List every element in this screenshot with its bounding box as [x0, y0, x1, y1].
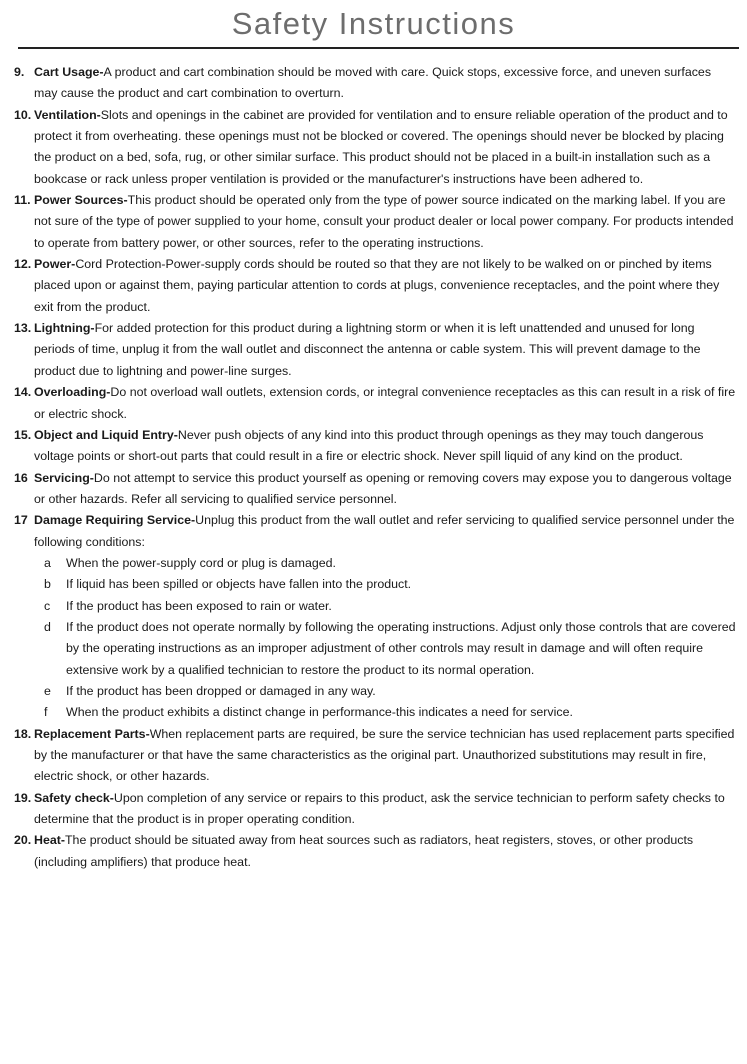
instruction-item — [14, 830, 736, 873]
instruction-term: Heat- — [34, 833, 65, 848]
condition-letter: e — [44, 683, 51, 698]
instruction-number: 18. — [14, 726, 32, 741]
instruction-number: 12. — [14, 257, 32, 272]
instruction-term: Lightning- — [34, 321, 95, 336]
instruction-item — [14, 510, 736, 723]
instruction-term: Replacement Parts- — [34, 726, 150, 741]
instruction-term: Damage Requiring Service- — [34, 513, 196, 528]
condition-text: If the product does not operate normally by following the operating instructions. Adjust only those controls that are covered by the operating instructions as an improper adjustment of other controls may result in damage and will often require extensive work by a qualified technician to restore the product to its normal operation. — [66, 619, 736, 677]
instruction-text: Upon completion of any service or repairs to this product, ask the service technician to perform safety checks to determine that the product is in proper operating condition. — [34, 790, 725, 827]
instruction-number: 20. — [14, 833, 32, 848]
condition-text: When the power-supply cord or plug is damaged. — [66, 555, 336, 570]
instruction-text: Unplug this product from the wall outlet and refer servicing to qualified service personnel under the following conditions: — [34, 513, 735, 549]
instruction-item — [14, 425, 736, 468]
instruction-text: Cord Protection-Power-supply cords should be routed so that they are not likely to be walked on or pinched by items placed upon or against them, paying particular attention to cords at plugs, convenience receptacles, and the point where they exit from the product. — [34, 257, 720, 314]
condition-letter: d — [44, 619, 51, 634]
instruction-term: Safety check- — [34, 790, 114, 805]
condition-letter: c — [44, 598, 51, 613]
instruction-term: Servicing- — [34, 470, 94, 485]
instruction-item — [14, 190, 736, 254]
condition-letter: b — [44, 577, 51, 592]
instruction-text: For added protection for this product during a lightning storm or when it is left unattended and unused for long periods of time, unplug it from the wall outlet and disconnect the antenna or cable system. This will prevent damage to the product due to lightning and power-line surges. — [34, 321, 701, 378]
instruction-term: Power Sources- — [34, 193, 128, 208]
instruction-item — [14, 724, 736, 788]
condition-text: If the product has been exposed to rain or water. — [66, 598, 332, 613]
instruction-number: 15. — [14, 427, 32, 442]
condition-text: When the product exhibits a distinct change in performance-this indicates a need for service. — [66, 705, 573, 720]
condition-letter: a — [44, 555, 51, 570]
instruction-number: 14. — [14, 385, 32, 400]
instruction-text: Slots and openings in the cabinet are provided for ventilation and to ensure reliable operation of the product and to protect it from overheating. these openings must not be blocked or covered. The openings should never be blocked by placing the product on a bed, sofa, rug, or other similar surface. This product should not be placed in a built-in installation such as a bookcase or rack unless proper ventilation is provided or the manufacturer's instructions have been adhered to. — [34, 107, 728, 186]
condition-item — [34, 681, 736, 702]
instruction-number: 17 — [14, 513, 28, 528]
condition-item — [34, 553, 736, 574]
instruction-term: Power- — [34, 257, 76, 272]
instruction-text: Do not overload wall outlets, extension cords, or integral convenience receptacles as this can result in a risk of fire or electric shock. — [34, 385, 736, 421]
instruction-number: 11. — [14, 193, 31, 208]
instruction-item — [14, 105, 736, 190]
instruction-item — [14, 62, 736, 105]
instruction-number: 10. — [14, 107, 32, 122]
instruction-item — [14, 318, 736, 382]
page-title: Safety Instructions — [231, 6, 516, 41]
condition-text: If the product has been dropped or damaged in any way. — [66, 683, 376, 698]
instruction-text: Never push objects of any kind into this product through openings as they may touch dangerous voltage points or short-out parts that could result in a fire or electric shock. Never spill liquid of any kind on the product. — [34, 427, 704, 464]
instruction-text: The product should be situated away from heat sources such as radiators, heat registers, stoves, or other products (including amplifiers) that produce heat. — [34, 833, 694, 869]
instruction-text: A product and cart combination should be moved with care. Quick stops, excessive force, and uneven surfaces may cause the product and cart combination to overturn. — [34, 65, 712, 101]
instruction-text: When replacement parts are required, be sure the service technician has used replacement parts specified by the manufacturer or that have the same characteristics as the original part. Unauthorized substitutions may result in fire, electric shock, or other hazards. — [34, 726, 735, 784]
instruction-term: Overloading- — [34, 385, 111, 400]
instruction-item — [14, 254, 736, 318]
instruction-item — [14, 788, 736, 831]
instruction-number: 9. — [14, 65, 25, 79]
instruction-term: Object and Liquid Entry- — [34, 427, 178, 442]
instruction-number: 13. — [14, 321, 32, 336]
condition-letter: f — [44, 705, 48, 720]
instruction-term: Cart Usage- — [34, 65, 104, 79]
title-divider — [18, 47, 739, 49]
instruction-item — [14, 382, 736, 425]
instruction-text: Do not attempt to service this product yourself as opening or removing covers may expose you to dangerous voltage or other hazards. Refer all servicing to qualified service personnel. — [34, 470, 732, 506]
condition-item — [34, 702, 736, 723]
instruction-term: Ventilation- — [34, 107, 101, 122]
safety-instructions-list — [14, 62, 736, 873]
condition-item — [34, 617, 736, 681]
instruction-number: 16 — [14, 470, 28, 485]
condition-text: If liquid has been spilled or objects have fallen into the product. — [66, 577, 412, 592]
condition-item — [34, 574, 736, 595]
instruction-number: 19. — [14, 790, 32, 805]
instruction-item — [14, 468, 736, 511]
condition-list — [34, 553, 736, 724]
instruction-text: This product should be operated only from the type of power source indicated on the marking label. If you are not sure of the type of power supplied to your home, consult your product dealer or local power company. For products intended to operate from battery power, or other sources, refer to the operating instructions. — [34, 193, 734, 250]
condition-item — [34, 596, 736, 617]
